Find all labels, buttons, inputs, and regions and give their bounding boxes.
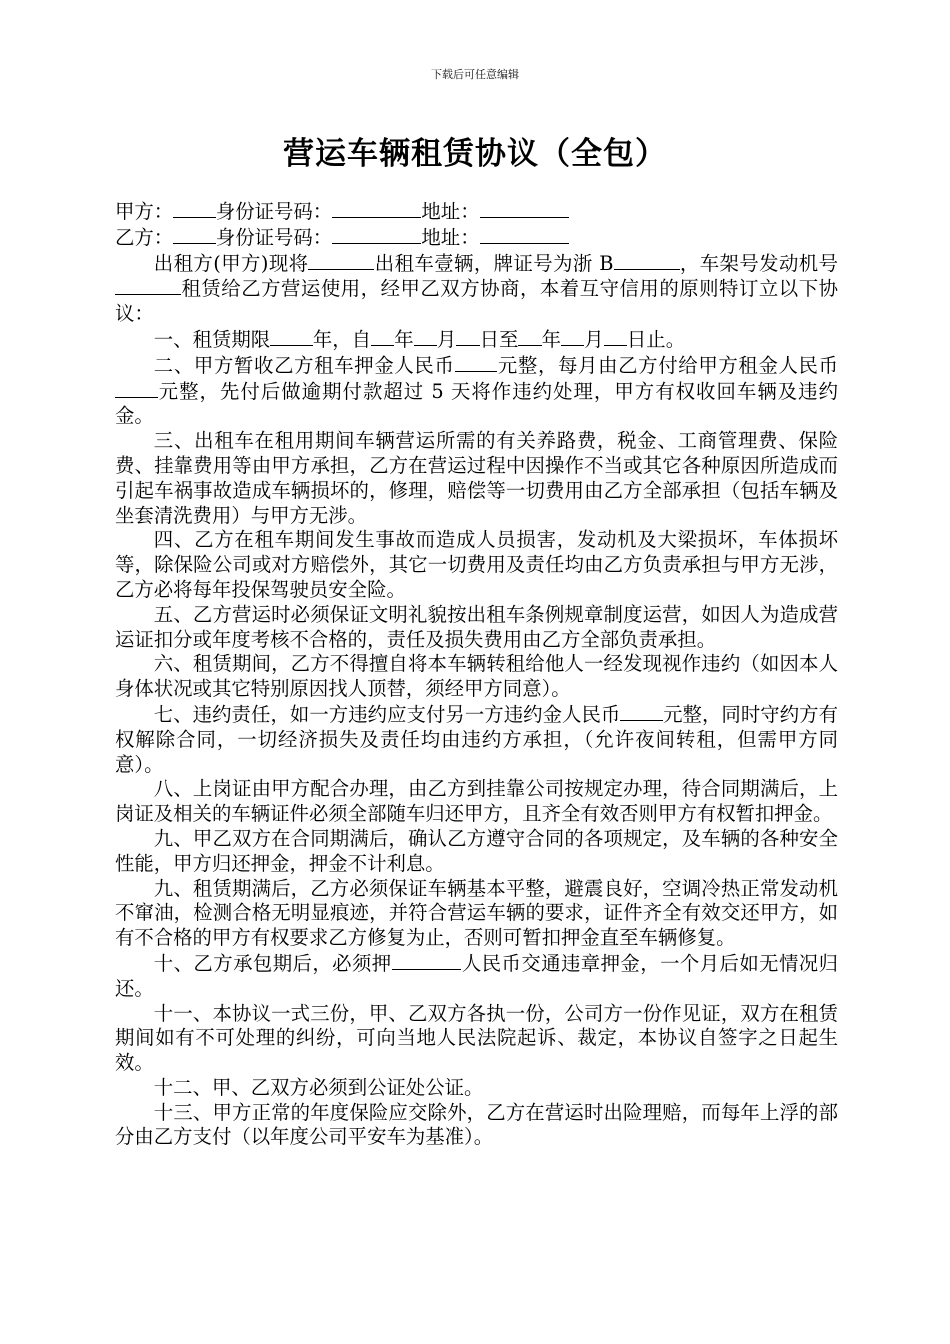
clause-7: 七、违约责任，如一方违约应支付另一方违约金人民币 元整，同时守约方有权解除合同，一切经济损失及责任均由违约方承担，（允许夜间转租，但需甲方同意）。 (115, 702, 839, 776)
clause-5: 五、乙方营运时必须保证文明礼貌按出租车条例规章制度运营，如因人为造成营运证扣分或年度考核不合格的，责任及损失费用由乙方全部负责承担。 (115, 602, 838, 651)
clause-2: 二、甲方暂收乙方租车押金人民币 元整，每月由乙方付给甲方租金人民币元整，先付后做逾期付款超过 5 天将作违约处理，甲方有权收回车辆及违约金。 (115, 353, 839, 428)
clause-4: 四、乙方在租车期间发生事故而造成人员损害，发动机及大梁损坏，车体损坏等，除保险公司或对方赔偿外，其它一切费用及责任均由乙方负责承担与甲方无涉，乙方必将每年投保驾驶员安全险。 (115, 528, 838, 601)
clause-10: 十、乙方承包期后，必须押 人民币交通违章押金，一个月后如无情况归还。 (115, 951, 839, 1000)
monthly-rent-blank[interactable] (115, 379, 158, 398)
traffic-deposit-blank[interactable] (392, 951, 462, 970)
party-a-id-label: 身份证号码： (215, 200, 333, 223)
lease-years-blank[interactable] (270, 327, 313, 346)
clause-3: 三、出租车在租用期间车辆营运所需的有关养路费，税金、工商管理费、保险费、挂靠费用等由甲方承担，乙方在营运过程中因操作不当或其它各种原因所造成而引起车祸事故造成车辆损坏的，修理，赔偿等一切费用由乙方全部承担（包括车辆及坐套清洗费用）与甲方无涉。 (115, 429, 838, 527)
intro-paragraph: 出租方(甲方)现将 出租车壹辆，牌证号为浙 B ，车架号发动机号租赁给乙方营运使用，经甲乙双方协商，本着互守信用的原则特订立以下协议： (115, 251, 838, 326)
clause-9a: 九、甲乙双方在合同期满后，确认乙方遵守合同的各项规定，及车辆的各种安全性能，甲方归还押金，押金不计利息。 (115, 826, 838, 875)
party-b-line (115, 225, 838, 251)
clause-6: 六、租赁期间，乙方不得擅自将本车辆转租给他人一经发现视作违约（如因本人身体状况或其它特别原因找人顶替，须经甲方同意）。 (115, 652, 838, 701)
party-b-id-label: 身份证号码： (215, 225, 333, 249)
clause-8: 八、上岗证由甲方配合办理，由乙方到挂靠公司按规定办理，待合同期满后，上岗证及相关的车辆证件必须全部随车归还甲方，且齐全有效否则甲方有权暂扣押金。 (115, 777, 838, 826)
party-b-label: 乙方： (115, 225, 174, 249)
end-day-blank[interactable] (604, 327, 627, 346)
start-day-blank[interactable] (456, 327, 479, 346)
clause-1: 一、租赁期限 年，自 年 月 日至 年 月 日止。 (153, 327, 686, 351)
plate-number-blank[interactable] (614, 251, 680, 270)
party-b-address-label: 地址： (421, 225, 480, 249)
party-a-id-blank[interactable] (332, 199, 421, 218)
party-a-address-label: 地址： (421, 200, 480, 223)
party-a-label: 甲方： (115, 200, 174, 223)
agreement-body (115, 199, 838, 1150)
party-b-id-blank[interactable] (332, 225, 421, 244)
clause-11: 十一、本协议一式三份，甲、乙双方各执一份，公司方一份作见证，双方在租赁期间如有不可处理的纠纷，可向当地人民法院起诉、裁定，本协议自签字之日起生效。 (115, 1001, 838, 1075)
party-b-address-blank[interactable] (480, 225, 569, 244)
start-year-blank[interactable] (371, 327, 394, 346)
deposit-amount-blank[interactable] (455, 353, 498, 372)
engine-number-blank[interactable] (115, 276, 181, 295)
end-month-blank[interactable] (561, 327, 584, 346)
vehicle-count-blank[interactable] (308, 251, 374, 270)
document-title: 营运车辆租赁协议（全包） (283, 136, 667, 172)
penalty-amount-blank[interactable] (620, 702, 663, 721)
clause-9b: 九、租赁期满后，乙方必须保证车辆基本平整，避震良好，空调冷热正常发动机不窜油，检测合格无明显痕迹，并符合营运车辆的要求，证件齐全有效交还甲方，如有不合格的甲方有权要求乙方修复为止，否则可暂扣押金直至车辆修复。 (115, 876, 838, 950)
start-month-blank[interactable] (414, 327, 437, 346)
header-note: 下载后可任意编辑 (431, 68, 519, 81)
party-b-name-blank[interactable] (173, 225, 216, 244)
end-year-blank[interactable] (518, 327, 541, 346)
clause-13: 十三、甲方正常的年度保险应交除外，乙方在营运时出险理赔，而每年上浮的部分由乙方支付（以年度公司平安车为基准）。 (115, 1100, 838, 1149)
party-a-address-blank[interactable] (480, 199, 569, 218)
clause-12: 十二、甲、乙双方必须到公证处公证。 (153, 1075, 484, 1099)
party-a-name-blank[interactable] (173, 199, 216, 218)
party-a-line (115, 199, 838, 225)
